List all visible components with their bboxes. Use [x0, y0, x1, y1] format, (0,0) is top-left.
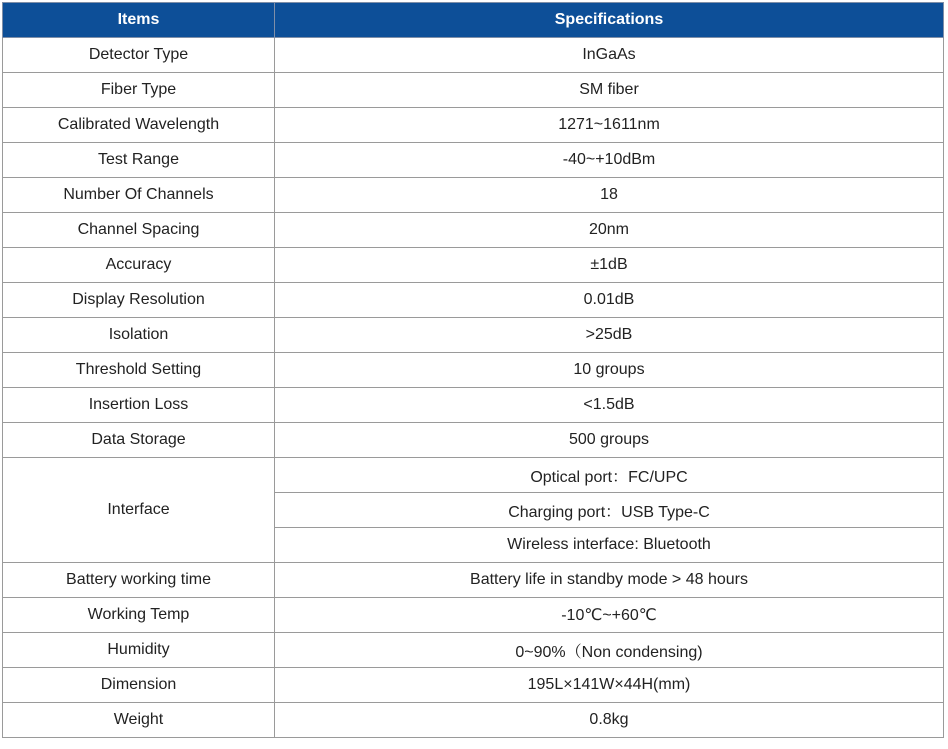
table-row [3, 143, 944, 178]
item-cell: Insertion Loss [3, 388, 275, 423]
item-cell: Display Resolution [3, 283, 275, 318]
item-cell: Weight [3, 703, 275, 738]
item-cell: Calibrated Wavelength [3, 108, 275, 143]
item-cell: Data Storage [3, 423, 275, 458]
header-specifications: Specifications [275, 3, 944, 38]
table-row [3, 633, 944, 668]
table-row [3, 248, 944, 283]
table-row [3, 283, 944, 318]
item-cell: Detector Type [3, 38, 275, 73]
spec-cell: -10℃~+60℃ [275, 598, 944, 633]
spec-cell: 18 [275, 178, 944, 213]
spec-cell: InGaAs [275, 38, 944, 73]
spec-cell: Battery life in standby mode > 48 hours [275, 563, 944, 598]
table-row [3, 178, 944, 213]
spec-cell: 0~90%（Non condensing) [275, 633, 944, 668]
spec-cell: -40~+10dBm [275, 143, 944, 178]
table-row [3, 563, 944, 598]
item-cell: Working Temp [3, 598, 275, 633]
table-row [3, 38, 944, 73]
table-row [3, 388, 944, 423]
spec-cell: 1271~1611nm [275, 108, 944, 143]
table-row [3, 668, 944, 703]
item-cell: Isolation [3, 318, 275, 353]
item-cell: Threshold Setting [3, 353, 275, 388]
table-row [3, 703, 944, 738]
spec-cell: 20nm [275, 213, 944, 248]
item-cell: Accuracy [3, 248, 275, 283]
spec-cell-optical-port: Optical port：FC/UPC [275, 458, 944, 493]
table-row [3, 213, 944, 248]
table-row [3, 598, 944, 633]
table-row [3, 318, 944, 353]
spec-cell: 0.01dB [275, 283, 944, 318]
table-row-interface [3, 458, 944, 493]
item-cell: Channel Spacing [3, 213, 275, 248]
item-cell: Humidity [3, 633, 275, 668]
spec-cell-charging-port: Charging port：USB Type-C [275, 493, 944, 528]
spec-cell: >25dB [275, 318, 944, 353]
item-cell: Number Of Channels [3, 178, 275, 213]
item-cell: Dimension [3, 668, 275, 703]
item-cell: Test Range [3, 143, 275, 178]
item-cell: Battery working time [3, 563, 275, 598]
table-row [3, 353, 944, 388]
spec-cell: 195L×141W×44H(mm) [275, 668, 944, 703]
item-cell-interface: Interface [3, 458, 275, 563]
item-cell: Fiber Type [3, 73, 275, 108]
spec-cell: ±1dB [275, 248, 944, 283]
table-row [3, 423, 944, 458]
spec-cell-wireless-interface: Wireless interface: Bluetooth [275, 528, 944, 563]
spec-cell: <1.5dB [275, 388, 944, 423]
spec-cell: 0.8kg [275, 703, 944, 738]
table-row [3, 108, 944, 143]
spec-cell: 10 groups [275, 353, 944, 388]
spec-cell: 500 groups [275, 423, 944, 458]
header-items: Items [3, 3, 275, 38]
spec-cell: SM fiber [275, 73, 944, 108]
specifications-table [2, 2, 944, 738]
table-header-row [3, 3, 944, 38]
table-row [3, 73, 944, 108]
